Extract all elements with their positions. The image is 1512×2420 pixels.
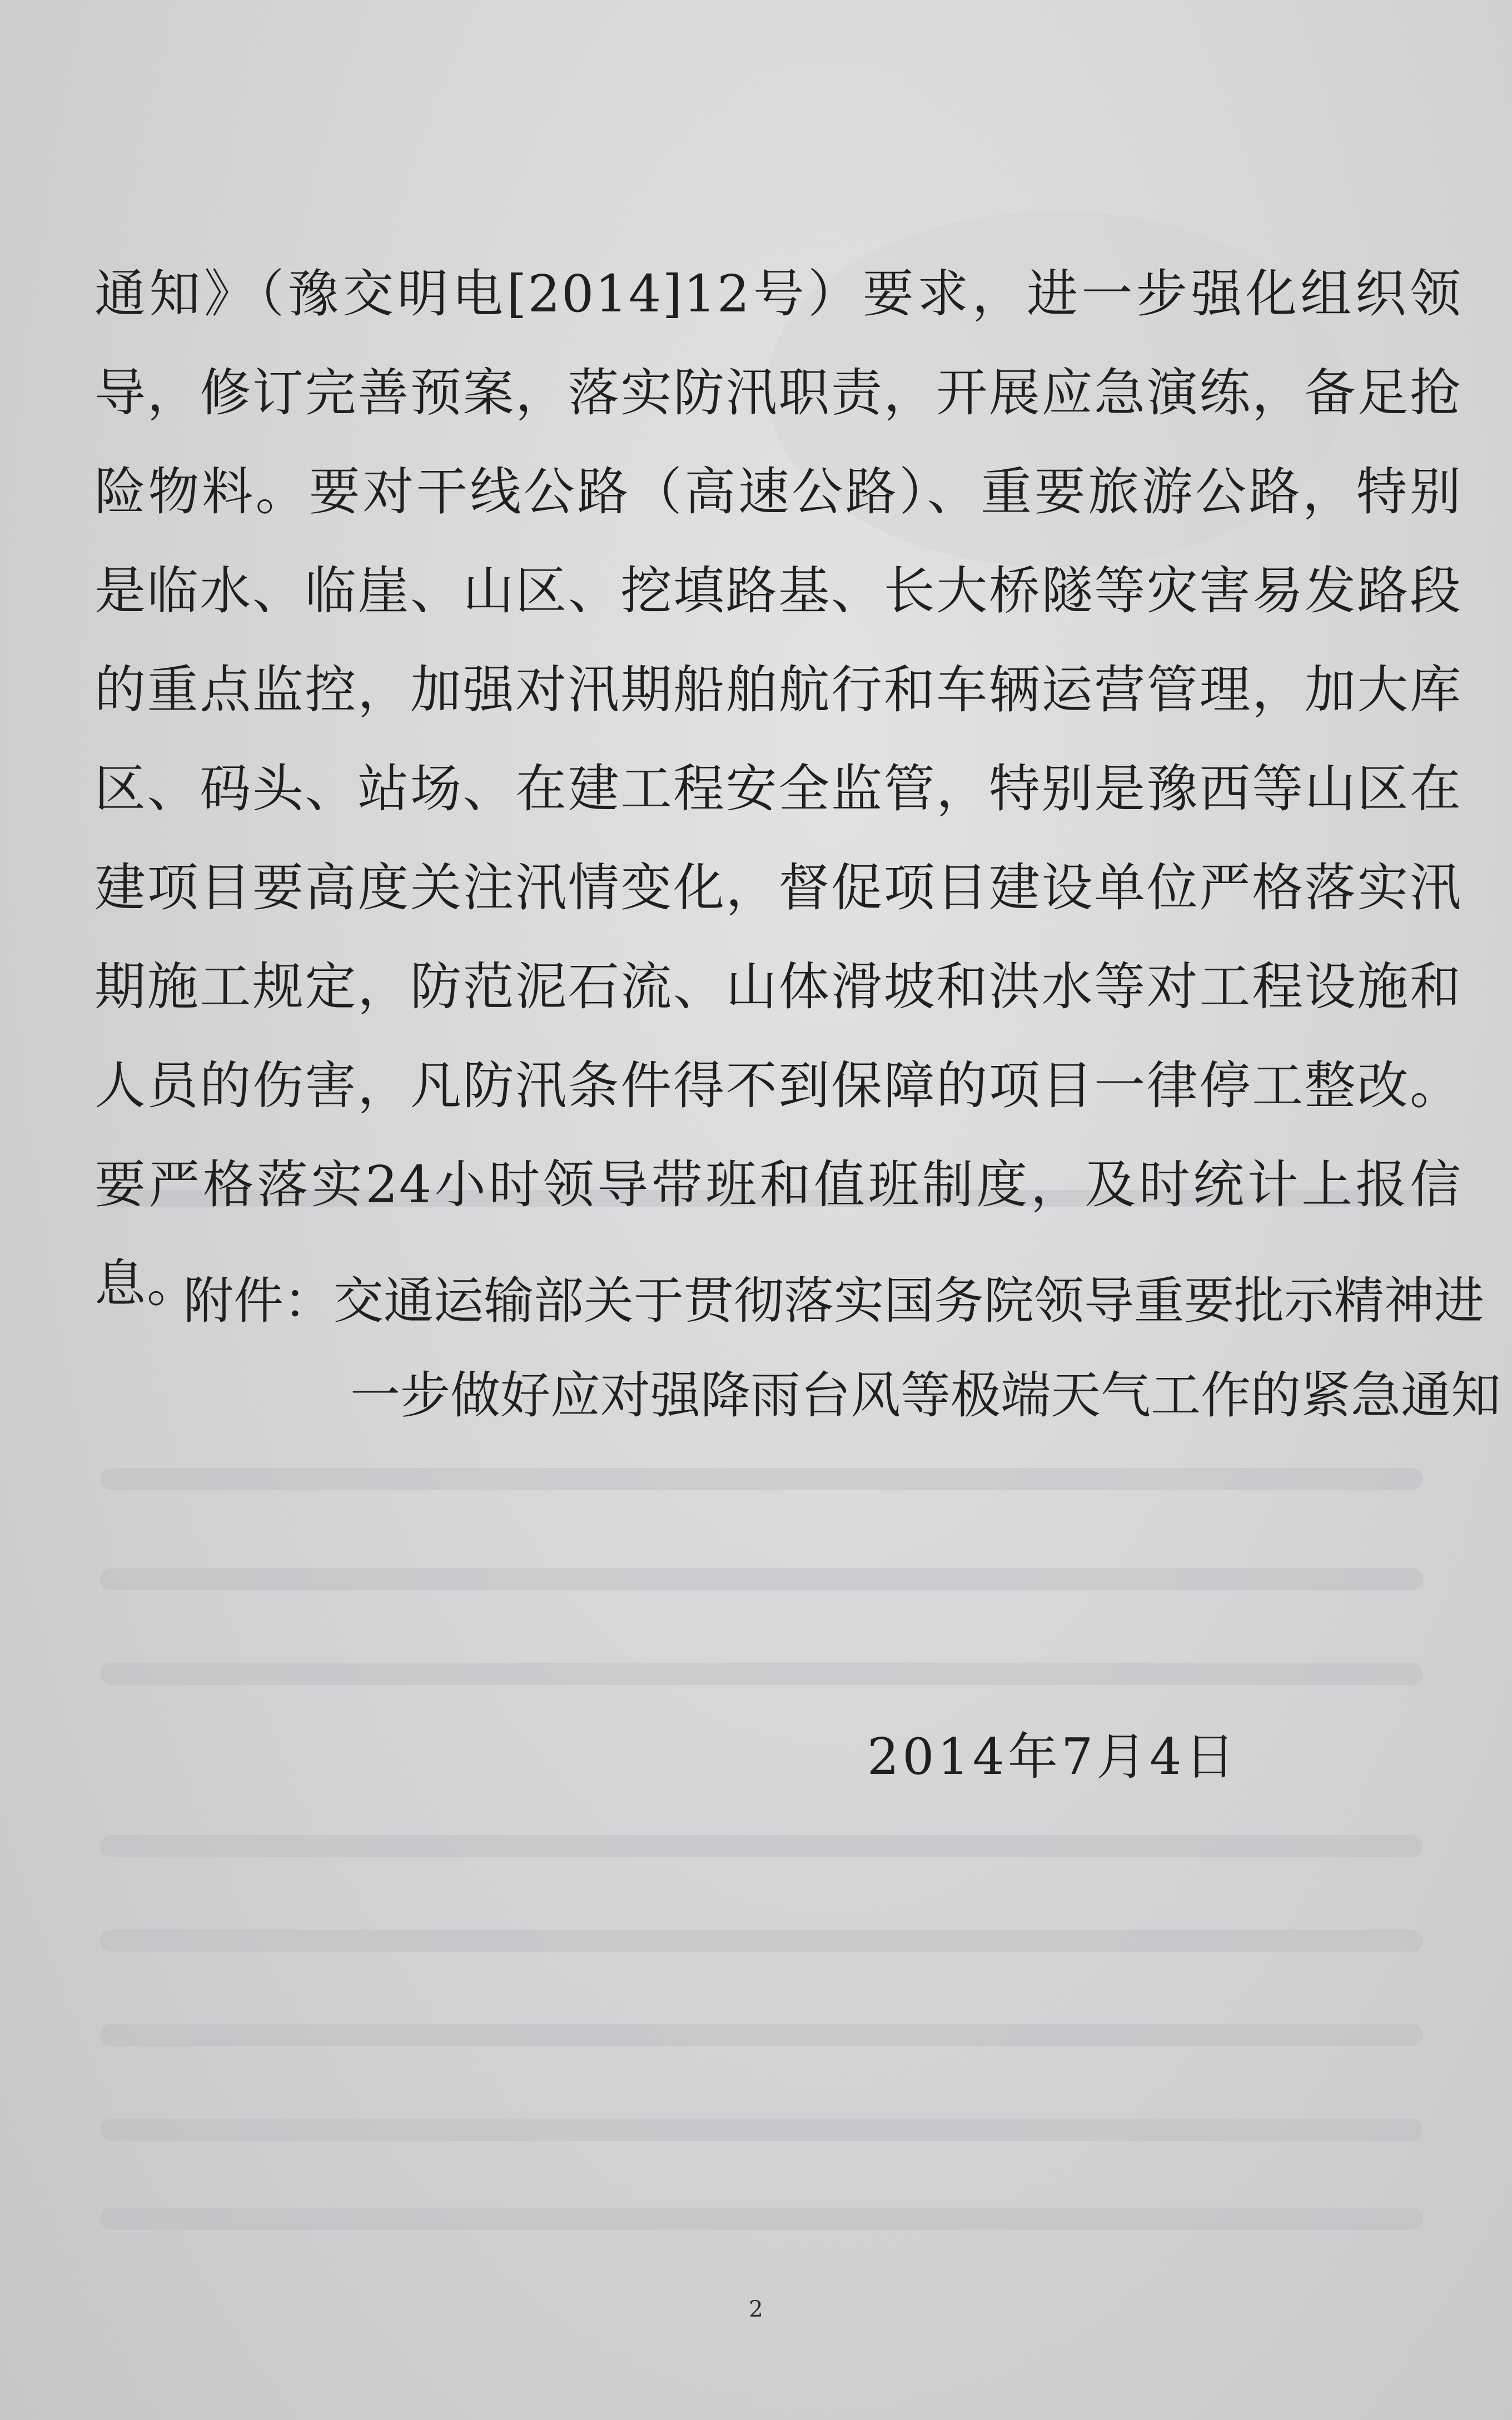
attachment-line-1: 附件：交通运输部关于贯彻落实国务院领导重要批示精神进 — [183, 1272, 1484, 1330]
attachment-line-2: 一步做好应对强降雨台风等极端天气工作的紧急通知 — [350, 1366, 1501, 1425]
body-paragraph: 通知》（豫交明电[2014]12号）要求，进一步强化组织领导，修订完善预案，落实防汛职责，开展应急演练，备足抢险物料。要对干线公路（高速公路）、重要旅游公路，特别是临水、临崖、山区、挖填路基、长大桥隧等灾害易发路段的重点监控，加强对汛期船舶航行和车辆运营管理，加大库区、码头、站场、在建工程安全监管，特别是豫西等山区在建项目要高度关注汛情变化，督促项目建设单位严格落实汛期施工规定，防范泥石流、山体滑坡和洪水等对工程设施和人员的伤害，凡防汛条件得不到保障的项目一律停工整改。要严格落实24小时领导带班和值班制度，及时统计上报信息。 — [94, 264, 1462, 1313]
page-number: 2 — [749, 2297, 763, 2322]
attachment-note — [183, 1254, 1501, 1443]
document-date: 2014年7月4日 — [867, 1728, 1239, 1786]
